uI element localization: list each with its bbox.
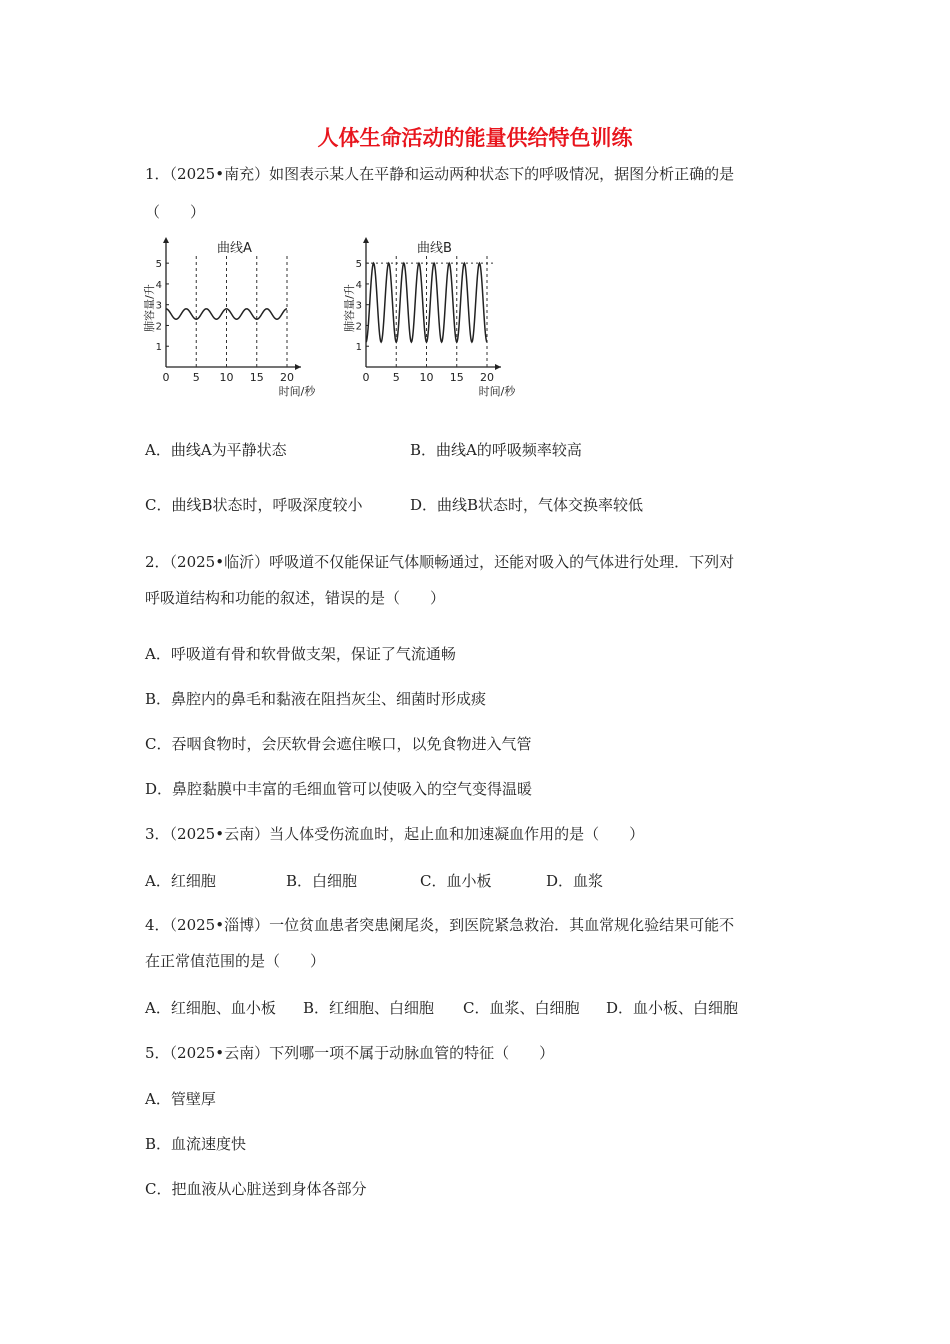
question-4-stem-cont: 在正常值范围的是（ ） (145, 952, 326, 970)
x-axis-label: 时间/秒 (278, 385, 316, 398)
y-tick-label: 4 (355, 279, 362, 291)
y-axis-arrow (363, 237, 369, 243)
y-tick-label: 2 (355, 321, 362, 333)
question-4-stem: 4．（2025•淄博）一位贫血患者突患阑尾炎，到医院紧急救治．其血常规化验结果可能不 (145, 916, 735, 934)
x-tick-label: 5 (392, 371, 400, 384)
y-tick-label: 3 (355, 300, 362, 312)
q3-option-a[interactable]: A．红细胞 (145, 872, 216, 890)
x-tick-label: 10 (219, 371, 234, 384)
y-tick-label: 1 (355, 342, 362, 354)
q3-option-d[interactable]: D．血浆 (546, 872, 604, 890)
y-tick-label: 1 (155, 342, 162, 354)
question-2-stem: 2．（2025•临沂）呼吸道不仅能保证气体顺畅通过，还能对吸入的气体进行处理．下列对 (145, 553, 735, 571)
q5-option-b[interactable]: B．血流速度快 (145, 1135, 247, 1153)
x-tick-label: 10 (419, 371, 434, 384)
question-2-stem-cont: 呼吸道结构和功能的叙述，错误的是（ ） (145, 589, 446, 607)
q2-option-c[interactable]: C．吞咽食物时，会厌软骨会遮住喉口，以免食物进入气管 (145, 735, 532, 753)
y-tick-label: 2 (155, 321, 162, 333)
y-axis-label: 肺容量/升 (143, 284, 156, 332)
question-1-stem-cont: （ ） (145, 203, 206, 221)
q2-option-d[interactable]: D．鼻腔黏膜中丰富的毛细血管可以使吸入的空气变得温暖 (145, 780, 533, 798)
y-tick-label: 3 (155, 300, 162, 312)
y-tick-label: 5 (155, 259, 162, 271)
x-tick-label: 0 (162, 371, 170, 384)
y-tick-label: 5 (355, 259, 362, 271)
page-title: 人体生命活动的能量供给特色训练 (317, 126, 633, 150)
x-axis-arrow (295, 364, 301, 370)
q3-option-c[interactable]: C．血小板 (420, 872, 492, 890)
q1-option-d[interactable]: D．曲线B状态时，气体交换率较低 (410, 496, 644, 514)
q4-option-a[interactable]: A．红细胞、血小板 (145, 999, 276, 1017)
q1-option-b[interactable]: B．曲线A的呼吸频率较高 (410, 441, 582, 459)
q1-option-a[interactable]: A．曲线A为平静状态 (145, 441, 287, 459)
x-tick-label: 5 (192, 371, 200, 384)
q5-option-a[interactable]: A．管壁厚 (145, 1090, 216, 1108)
chart-curve-a (140, 232, 320, 402)
x-tick-label: 20 (280, 371, 294, 384)
y-axis-label: 肺容量/升 (343, 284, 356, 332)
chart-title: 曲线A (217, 241, 252, 256)
chart-title: 曲线B (417, 241, 452, 256)
q2-option-a[interactable]: A．呼吸道有骨和软骨做支架，保证了气流通畅 (145, 645, 456, 663)
question-5-stem: 5．（2025•云南）下列哪一项不属于动脉血管的特征（ ） (145, 1044, 555, 1062)
x-tick-label: 0 (362, 371, 370, 384)
q2-option-b[interactable]: B．鼻腔内的鼻毛和黏液在阻挡灰尘、细菌时形成痰 (145, 690, 487, 708)
q5-option-c[interactable]: C．把血液从心脏送到身体各部分 (145, 1180, 367, 1198)
x-axis-arrow (495, 364, 501, 370)
q4-option-d[interactable]: D．血小板、白细胞 (606, 999, 739, 1017)
x-tick-label: 15 (449, 371, 464, 384)
x-tick-label: 15 (249, 371, 264, 384)
question-1-stem: 1．（2025•南充）如图表示某人在平静和运动两种状态下的呼吸情况，据图分析正确的是 (145, 165, 735, 183)
q3-option-b[interactable]: B．白细胞 (286, 872, 358, 890)
y-axis-arrow (163, 237, 169, 243)
y-tick-label: 4 (155, 279, 162, 291)
chart-curve-b (340, 232, 520, 402)
x-tick-label: 20 (480, 371, 494, 384)
q4-option-b[interactable]: B．红细胞、白细胞 (303, 999, 435, 1017)
q1-option-c[interactable]: C．曲线B状态时，呼吸深度较小 (145, 496, 363, 514)
question-3-stem: 3．（2025•云南）当人体受伤流血时，起止血和加速凝血作用的是（ ） (145, 825, 645, 843)
x-axis-label: 时间/秒 (478, 385, 516, 398)
q4-option-c[interactable]: C．血浆、白细胞 (463, 999, 580, 1017)
